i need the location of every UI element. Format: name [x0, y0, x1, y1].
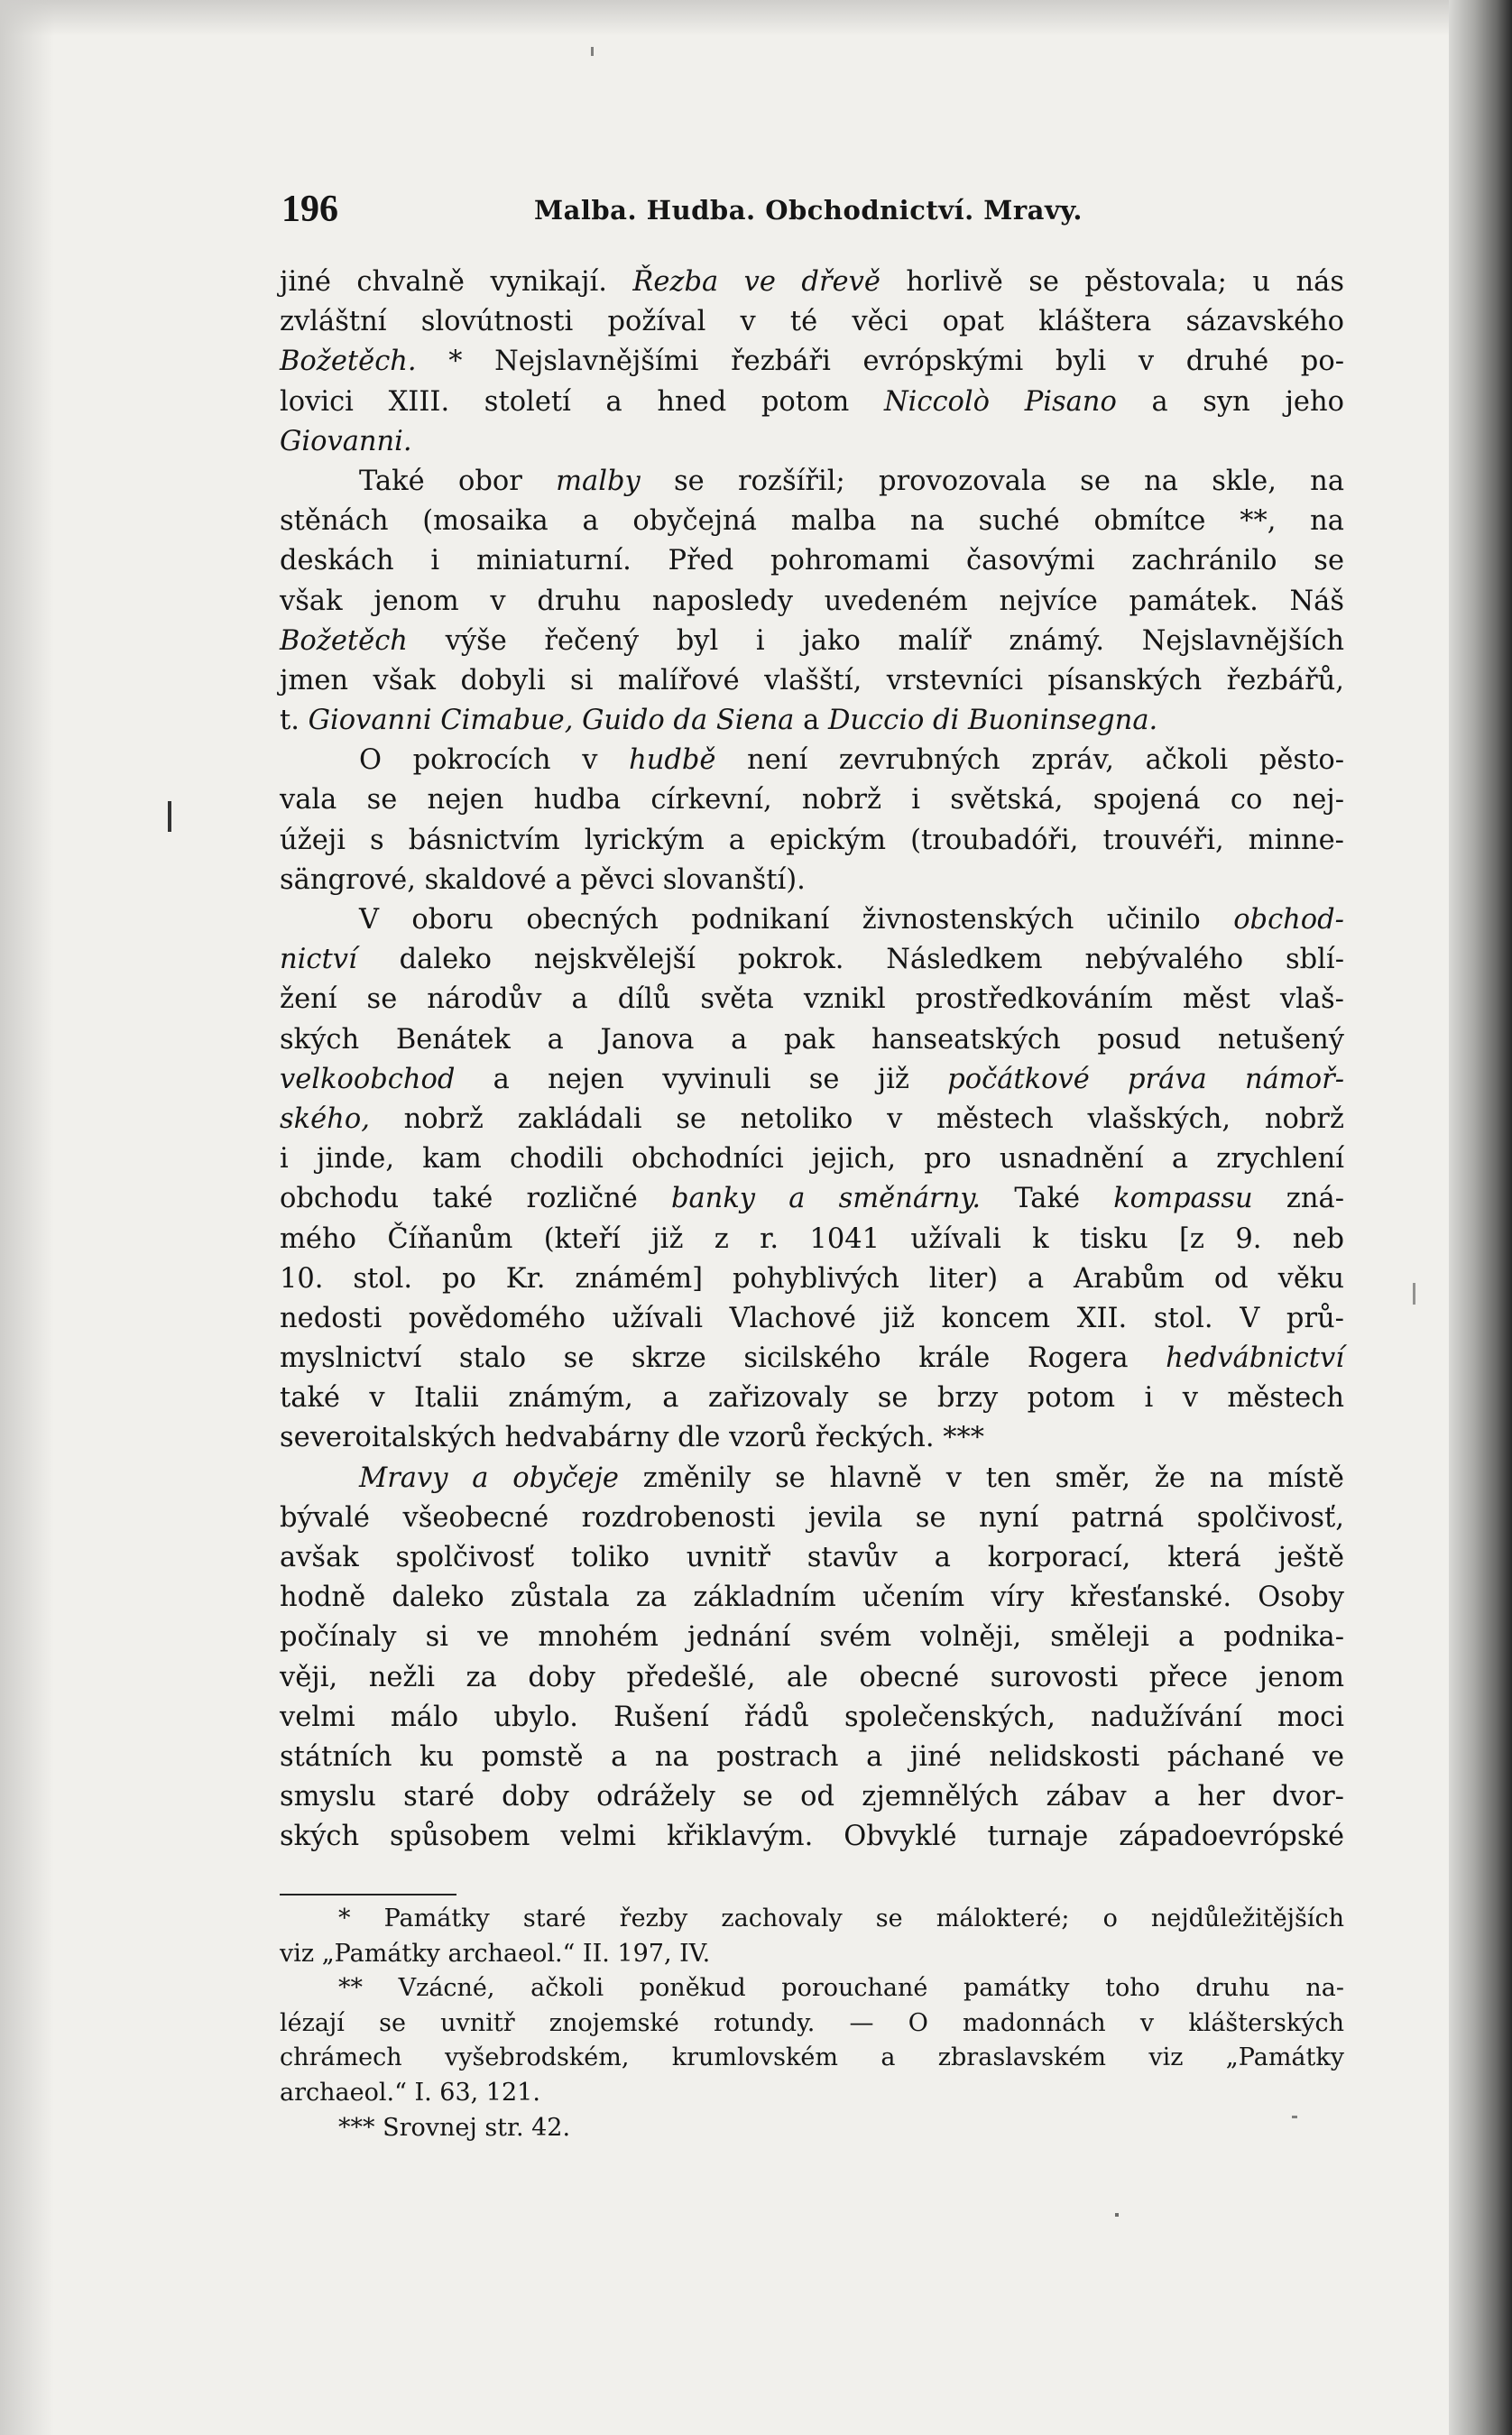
text-line [280, 1459, 1344, 1499]
text-run: státních ku pomstě a na postrach a jiné nelidskosti páchané ve [280, 1740, 1344, 1773]
italic-text-run: hudbě [629, 744, 716, 777]
text-run: ských spůsobem velmi křiklavým. Obvyklé turnaje západoevrópské [280, 1821, 1344, 1853]
italic-text-run: malby [556, 465, 641, 497]
text-line [280, 462, 1344, 502]
text-run: i jinde, kam chodili obchodníci jejich, pro usnadnění a zrychlení [280, 1143, 1344, 1176]
text-run: deskách i miniaturní. Před pohromami časovými zachránilo se [280, 545, 1344, 577]
text-run: ských Benátek a Janova a pak hanseatských posud netušený [280, 1023, 1344, 1056]
body-text [280, 263, 1344, 1858]
page-shadow-left [0, 0, 54, 2435]
text-run: však jenom v druhu naposledy uvedeném nejvíce památek. Náš [280, 585, 1344, 617]
text-line [280, 541, 1344, 581]
running-title: Malba. Hudba. Obchodnictví. Mravy. [534, 195, 1083, 226]
text-run: * Památky staré řezby zachovaly se málokteré; o nejdůležitějších [338, 1905, 1344, 1932]
italic-text-run: Božetěch. [280, 346, 417, 378]
text-line [280, 1578, 1344, 1618]
italic-text-run: počátkové práva námoř- [947, 1063, 1344, 1095]
scan-mark [168, 801, 171, 832]
text-run: Také [981, 1183, 1114, 1215]
text-line [280, 821, 1344, 861]
text-run: nedosti povědomého užívali Vlachové již koncem XII. stol. V prů- [280, 1302, 1344, 1334]
text-run: a nejen vyvinuli se již [455, 1063, 948, 1095]
text-run: * Nejslavnějšími řezbáři evrópskými byli v druhé po- [416, 346, 1344, 378]
text-run: a [794, 705, 828, 737]
text-run: hodně daleko zůstala za základním učením víry křesťanské. Osoby [280, 1582, 1344, 1614]
text-run: O pokrocích v [359, 744, 630, 777]
text-line [280, 582, 1344, 622]
italic-text-run: ského, [280, 1102, 370, 1135]
italic-text-run: Řezba ve dřevě [632, 266, 880, 298]
footnote-line [280, 1971, 1344, 2006]
text-run: žení se národův a dílů světa vznikl prostředkováním měst vlaš- [280, 983, 1344, 1016]
text-run: počínaly si ve mnohém jednání svém volněji, směleji a podnika- [280, 1621, 1344, 1654]
text-line [280, 1100, 1344, 1139]
text-run: vala se nejen hudba církevní, nobrž i světská, spojená co nej- [280, 784, 1344, 816]
text-run: není zevrubných zpráv, ačkoli pěsto- [715, 744, 1344, 777]
page-number: 196 [281, 189, 338, 230]
italic-text-run: Giovanni Cimabue, Guido da Siena [308, 705, 795, 737]
text-line [280, 622, 1344, 661]
text-line [280, 940, 1344, 980]
text-run: nobrž zakládali se netoliko v městech vlašských, nobrž [369, 1102, 1344, 1135]
text-line [280, 1738, 1344, 1777]
italic-text-run: banky a směnárny. [670, 1183, 982, 1215]
italic-text-run: Giovanni. [280, 425, 412, 457]
text-line [280, 1179, 1344, 1219]
text-run: velmi málo ubylo. Rušení řádů společenských, nadužívání moci [280, 1701, 1344, 1733]
text-run: daleko nejskvělejší pokrok. Následkem nebývalého sblí- [356, 944, 1344, 976]
text-run: chrámech vyšebrodském, krumlovském a zbraslavském viz „Památky [280, 2043, 1344, 2072]
italic-text-run: nictví [280, 944, 357, 976]
text-line [280, 1698, 1344, 1738]
text-run: lézají se uvnitř znojemské rotundy. — O madonnách v klášterských [280, 2008, 1344, 2037]
text-run: se rozšířil; provozovala se na skle, na [640, 465, 1344, 497]
text-run: horlivě se pěstovala; u nás [880, 266, 1344, 298]
text-run: obchodu také rozličné [280, 1183, 671, 1215]
text-line [280, 1658, 1344, 1698]
text-run: změnily se hlavně v ten směr, že na místě [618, 1462, 1344, 1494]
text-line [280, 1817, 1344, 1857]
text-run: archaeol.“ I. 63, 121. [280, 2078, 540, 2107]
text-run: také v Italii známým, a zařizovaly se brzy potom i v městech [280, 1382, 1344, 1415]
text-run: mého Číňanům (kteří již z r. 1041 užívali k tisku [z 9. neb [280, 1222, 1344, 1255]
text-line [280, 780, 1344, 820]
text-run: stěnách (mosaika a obyčejná malba na suché obmítce **, na [280, 505, 1344, 538]
text-run: bývalé všeobecné rozdrobenosti jevila se nyní patrná spolčivosť, [280, 1501, 1344, 1534]
text-line [280, 701, 1344, 741]
text-run: severoitalských hedvabárny dle vzorů řeckých. *** [280, 1422, 985, 1454]
scan-mark [1413, 1283, 1415, 1305]
page-header [281, 188, 1360, 236]
text-run: úžeji s básnictvím lyrickým a epickým (troubadóři, trouvéři, minne- [280, 824, 1344, 856]
footnote-line [280, 2076, 1344, 2111]
text-line [280, 1259, 1344, 1299]
italic-text-run: Duccio di Buoninsegna. [827, 705, 1158, 737]
text-run: Také obor [359, 465, 557, 497]
footnote-line [280, 1937, 1344, 1972]
text-line [280, 1220, 1344, 1259]
text-line [280, 1618, 1344, 1657]
text-line [280, 980, 1344, 1019]
text-line [280, 1379, 1344, 1418]
text-line [280, 661, 1344, 701]
footnote-line [280, 2041, 1344, 2076]
text-line [280, 1299, 1344, 1339]
text-run: viz „Památky archaeol.“ II. 197, IV. [280, 1939, 711, 1968]
italic-text-run: Mravy a obyčeje [359, 1462, 619, 1494]
text-line [280, 741, 1344, 780]
text-line [280, 1339, 1344, 1379]
text-line [280, 263, 1344, 302]
text-line [280, 1777, 1344, 1817]
text-line [280, 1499, 1344, 1538]
text-run: a syn jeho [1116, 385, 1344, 418]
footnote-rule [280, 1894, 456, 1895]
text-run: jiné chvalně vynikají. [280, 266, 633, 298]
text-line [280, 342, 1344, 382]
text-run: smyslu staré doby odrážely se od zjemnělých zábav a her dvor- [280, 1781, 1344, 1813]
text-line [280, 1060, 1344, 1100]
italic-text-run: Niccolò Pisano [883, 385, 1117, 418]
text-run: 10. stol. po Kr. známém] pohyblivých liter) a Arabům od věku [280, 1262, 1344, 1295]
text-run: *** Srovnej str. 42. [338, 2113, 571, 2142]
text-run: lovici XIII. století a hned potom [280, 385, 884, 418]
text-run: zvláštní slovútnosti požíval v té věci opat kláštera sázavského [280, 306, 1344, 338]
italic-text-run: velkoobchod [280, 1063, 456, 1095]
text-run: věji, nežli za doby předešlé, ale obecné surovosti přece jenom [280, 1661, 1344, 1693]
italic-text-run: hedvábnictví [1166, 1342, 1344, 1375]
italic-text-run: kompassu [1113, 1183, 1253, 1215]
text-run: zná- [1252, 1183, 1345, 1215]
text-run: jmen však dobyli si malířové vlašští, vrstevníci písanských řezbářů, [280, 664, 1344, 696]
text-line [280, 900, 1344, 940]
text-line [280, 383, 1344, 422]
text-line [280, 302, 1344, 342]
page-shadow-top [0, 0, 1512, 36]
scan-mark [1115, 2213, 1119, 2217]
text-run: ** Vzácné, ačkoli poněkud porouchané památky toho druhu na- [338, 1974, 1344, 2003]
text-line [280, 1020, 1344, 1060]
text-line [280, 1538, 1344, 1578]
text-run: výše řečený byl i jako malíř známý. Nejslavnějších [407, 624, 1344, 657]
text-run: myslnictví stalo se skrze sicilského krále Rogera [280, 1342, 1166, 1375]
footnotes [280, 1902, 1344, 2145]
footnote-line [280, 2006, 1344, 2042]
text-run: t. [280, 705, 309, 737]
page-shadow-right [1449, 0, 1512, 2435]
footnote-line [280, 1902, 1344, 1937]
footnote-line [280, 2111, 1344, 2146]
text-line [280, 422, 1344, 462]
italic-text-run: obchod- [1233, 904, 1344, 936]
text-run: avšak spolčivosť toliko uvnitř stavův a korporací, která ještě [280, 1542, 1344, 1573]
text-run: sängrové, skaldové a pěvci slovanští). [280, 863, 806, 896]
scan-mark [591, 47, 594, 56]
text-line [280, 861, 1344, 900]
italic-text-run: Božetěch [280, 624, 408, 657]
text-run: V oboru obecných podnikaní živnostenských učinilo [359, 904, 1234, 936]
text-line [280, 502, 1344, 541]
text-line [280, 1418, 1344, 1458]
text-line [280, 1139, 1344, 1179]
